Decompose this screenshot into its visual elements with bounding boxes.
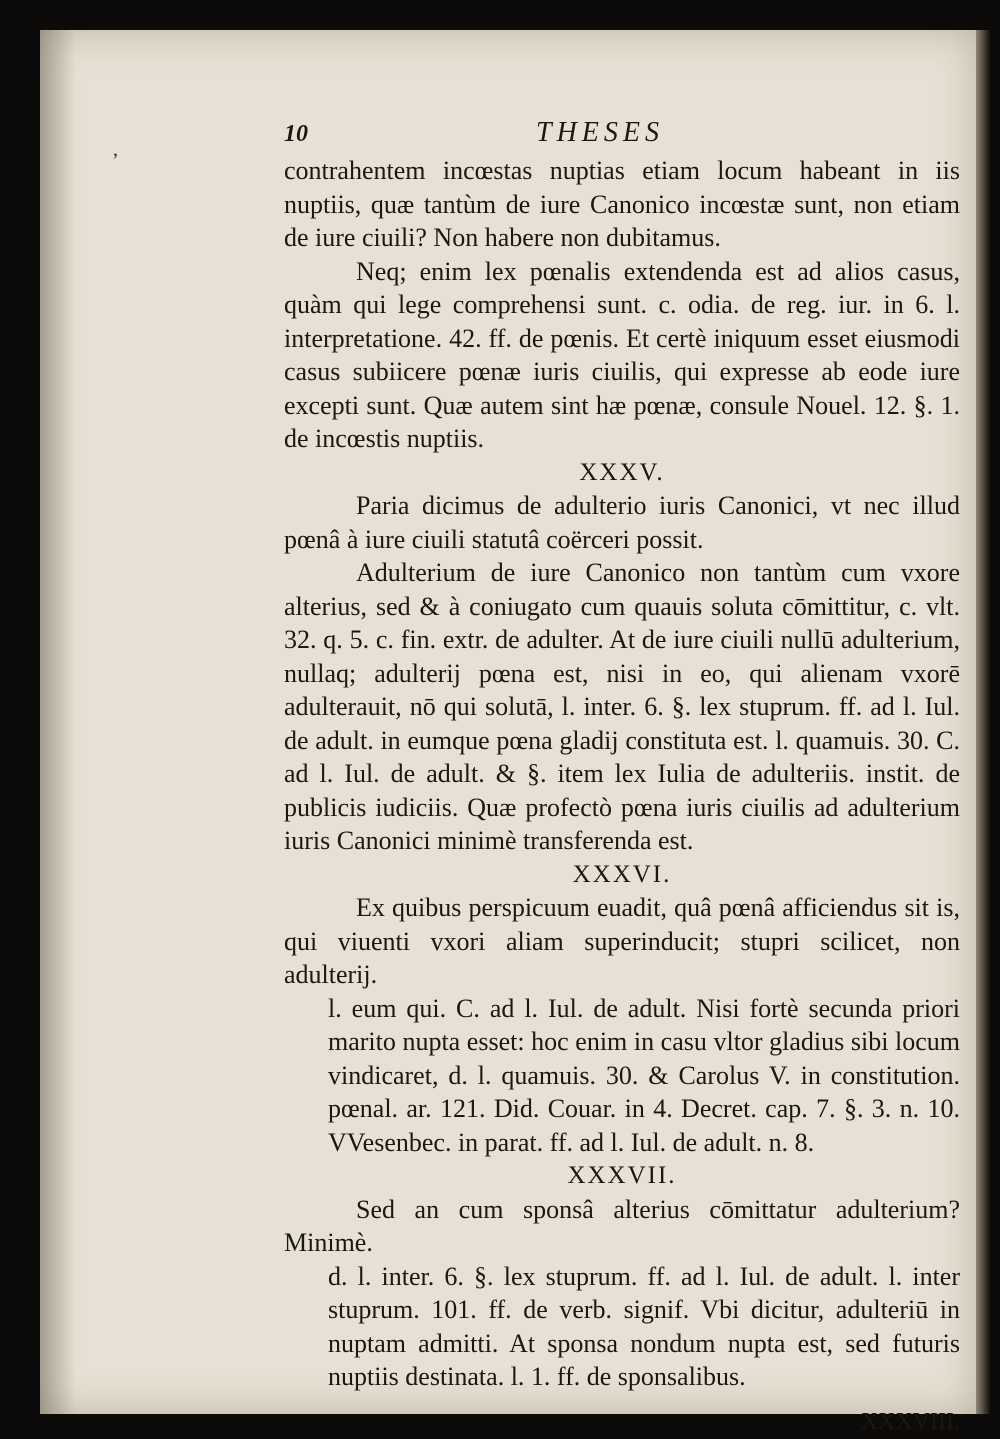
- page-number: 10: [284, 121, 308, 147]
- gutter-shadow: [40, 30, 76, 1414]
- section-number-xxxvi: XXXVI.: [572, 860, 672, 888]
- paragraph-continuation: contrahentem incœstas nuptias etiam locum habeant in iis nuptiis, quæ tantùm de iure Canonico incœstæ sunt, non etiam de iure ciuili? Non habere non dubitamus.: [284, 156, 960, 252]
- paragraph-xxxvi-thesis: Ex quibus perspicuum euadit, quâ pœnâ afficiendus sit is, qui viuenti vxori aliam superinducit; stupri scilicet, non adulterij.: [284, 893, 960, 989]
- paragraph-xxxvi-citations: l. eum qui. C. ad l. Iul. de adult. Nisi fortè secunda priori marito nupta esset: hoc enim in casu vltor gladius sibi locum vindicaret, d. l. quamuis. 30. & Carolus V. in constitution. pœnal. ar. 121. Did. Couar. in 4. Decret. cap. 7. §. 3. n. 10. VVesenbec. in parat. ff. ad l. Iul. de adult. n. 8.: [328, 993, 960, 1157]
- paragraph-lex-poenalis: Neq; enim lex pœnalis extendenda est ad alios casus, quàm qui lege comprehensi sunt. c. odia. de reg. iur. in 6. l. interpretatione. 42. ff. de pœnis. Et certè iniquum esset eiusmodi casus subiicere pœnæ iuris ciuilis, qui expresse ab eode iure excepti sunt. Quæ autem sint hæ pœnæ, consule Nouel. 12. §. 1. de incœstis nuptiis.: [284, 256, 960, 453]
- paragraph-xxxvii-thesis: Sed an cum sponsâ alterius cōmittatur adulterium? Minimè.: [284, 1194, 960, 1257]
- running-title: THESES: [536, 117, 664, 148]
- section-number-xxxv: XXXV.: [579, 458, 665, 486]
- paragraph-xxxvii-citations: d. l. inter. 6. §. lex stuprum. ff. ad l. Iul. de adult. l. inter stuprum. 101. ff. de verb. signif. Vbi dicitur, adulteriū in nuptam admitti. At sponsa nondum nupta est, sed futuris nuptiis destinata. l. 1. ff. de sponsalibus.: [328, 1261, 960, 1391]
- paragraph-xxxv-argument: Adulterium de iure Canonico non tantùm cum vxore alterius, sed & à coniugato cum quauis soluta cōmittitur, c. vlt. 32. q. 5. c. fin. extr. de adulter. At de iure ciuili nullū adulterium, nullaq; adulterij pœna est, nisi in eo, qui alienam vxorē adulterauit, nō qui solutā, l. inter. 6. §. lex stuprum. ff. ad l. Iul. de adult. in eumque pœna gladij constituta est. l. quamuis. 30. C. ad l. Iul. de adult. & §. item lex Iulia de adulteriis. instit. de publicis iudiciis. Quæ profectò pœna iuris ciuilis ad adulterium iuris Canonici minimè transferenda est.: [284, 558, 960, 855]
- catchword: XXXVIII.: [860, 1408, 960, 1435]
- paragraph-xxxv-thesis: Paria dicimus de adulterio iuris Canonici, vt nec illud pœnâ à iure ciuili statutâ coërceri possit.: [284, 491, 960, 554]
- page-header: [284, 114, 960, 154]
- ink-speck: ʼ: [112, 150, 119, 172]
- text-block: [284, 114, 960, 1439]
- page-edge: [976, 30, 990, 1414]
- section-number-xxxvii: XXXVII.: [567, 1162, 677, 1189]
